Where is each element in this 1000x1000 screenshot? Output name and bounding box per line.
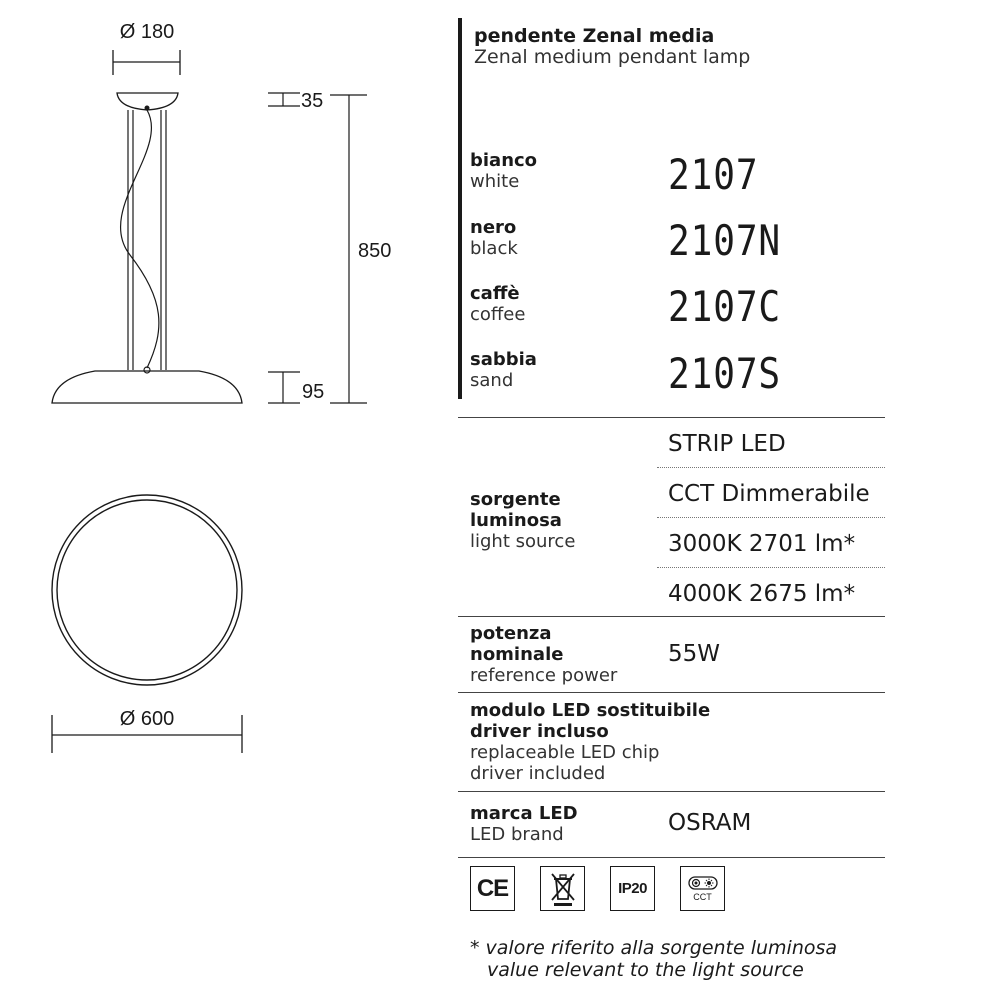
- label-it: driver incluso: [470, 721, 609, 742]
- variant-code: 2107N: [668, 216, 782, 265]
- variant-label-it: caffè: [470, 283, 520, 304]
- cct-icon: [680, 866, 725, 911]
- variant-label-it: nero: [470, 217, 517, 238]
- variant-sand: [470, 349, 537, 391]
- variant-code: 2107S: [668, 349, 782, 398]
- variant-white: [470, 150, 537, 192]
- label-it: modulo LED sostituibile: [470, 700, 711, 721]
- product-title-en: Zenal medium pendant lamp: [474, 46, 751, 68]
- shade-height-label: 95: [302, 381, 325, 403]
- power-value: 55W: [668, 641, 721, 667]
- canopy-height-label: 35: [301, 90, 324, 112]
- dotted-divider: [657, 567, 885, 568]
- brand-value: OSRAM: [668, 810, 752, 836]
- label-it: marca LED: [470, 803, 578, 824]
- ip20-icon: [610, 866, 655, 911]
- header-bar: [458, 18, 462, 399]
- variant-label-it: sabbia: [470, 349, 537, 370]
- variant-label-en: coffee: [470, 304, 526, 325]
- label-it: sorgente: [470, 489, 561, 510]
- technical-drawing: [0, 0, 450, 1000]
- dotted-divider: [657, 517, 885, 518]
- label-it: potenza: [470, 623, 552, 644]
- variant-code: 2107C: [668, 282, 782, 331]
- light-source-label: [470, 489, 575, 552]
- dotted-divider: [657, 467, 885, 468]
- variant-label-it: bianco: [470, 150, 538, 171]
- divider: [458, 616, 885, 617]
- weee-crossed-bin-icon: [540, 866, 585, 911]
- variant-black: [470, 217, 518, 259]
- divider: [458, 417, 885, 418]
- footnote-it: * valore riferito alla sorgente luminosa: [470, 937, 838, 959]
- label-en: LED brand: [470, 824, 564, 845]
- ce-mark-icon: [470, 866, 515, 911]
- variant-coffee: [470, 283, 525, 325]
- total-height-label: 850: [358, 240, 392, 262]
- label-it: nominale: [470, 644, 564, 665]
- variant-label-en: sand: [470, 370, 514, 391]
- light-source-value: CCT Dimmerabile: [668, 481, 870, 507]
- variant-label-en: black: [470, 238, 518, 259]
- light-source-value: 3000K 2701 lm*: [668, 531, 856, 557]
- light-source-value: STRIP LED: [668, 431, 786, 457]
- power-label: [470, 623, 617, 686]
- ip20-text: IP20: [618, 880, 647, 897]
- footnote-en: value relevant to the light source: [487, 959, 804, 981]
- divider: [458, 692, 885, 693]
- product-title-it: pendente Zenal media: [474, 25, 715, 47]
- light-source-value: 4000K 2675 lm*: [668, 581, 856, 607]
- brand-label: [470, 803, 578, 845]
- variant-code: 2107: [668, 150, 759, 199]
- divider: [458, 791, 885, 792]
- divider: [458, 857, 885, 858]
- module-label: [470, 700, 710, 784]
- label-en: reference power: [470, 665, 618, 686]
- label-it: luminosa: [470, 510, 562, 531]
- label-en: replaceable LED chip: [470, 742, 660, 763]
- variant-label-en: white: [470, 171, 520, 192]
- label-en: driver included: [470, 763, 606, 784]
- ce-mark-text: CE: [476, 874, 509, 902]
- cct-text: CCT: [693, 892, 712, 902]
- shade-diameter-label: Ø 600: [119, 708, 175, 730]
- label-en: light source: [470, 531, 576, 552]
- top-diameter-label: Ø 180: [119, 21, 175, 43]
